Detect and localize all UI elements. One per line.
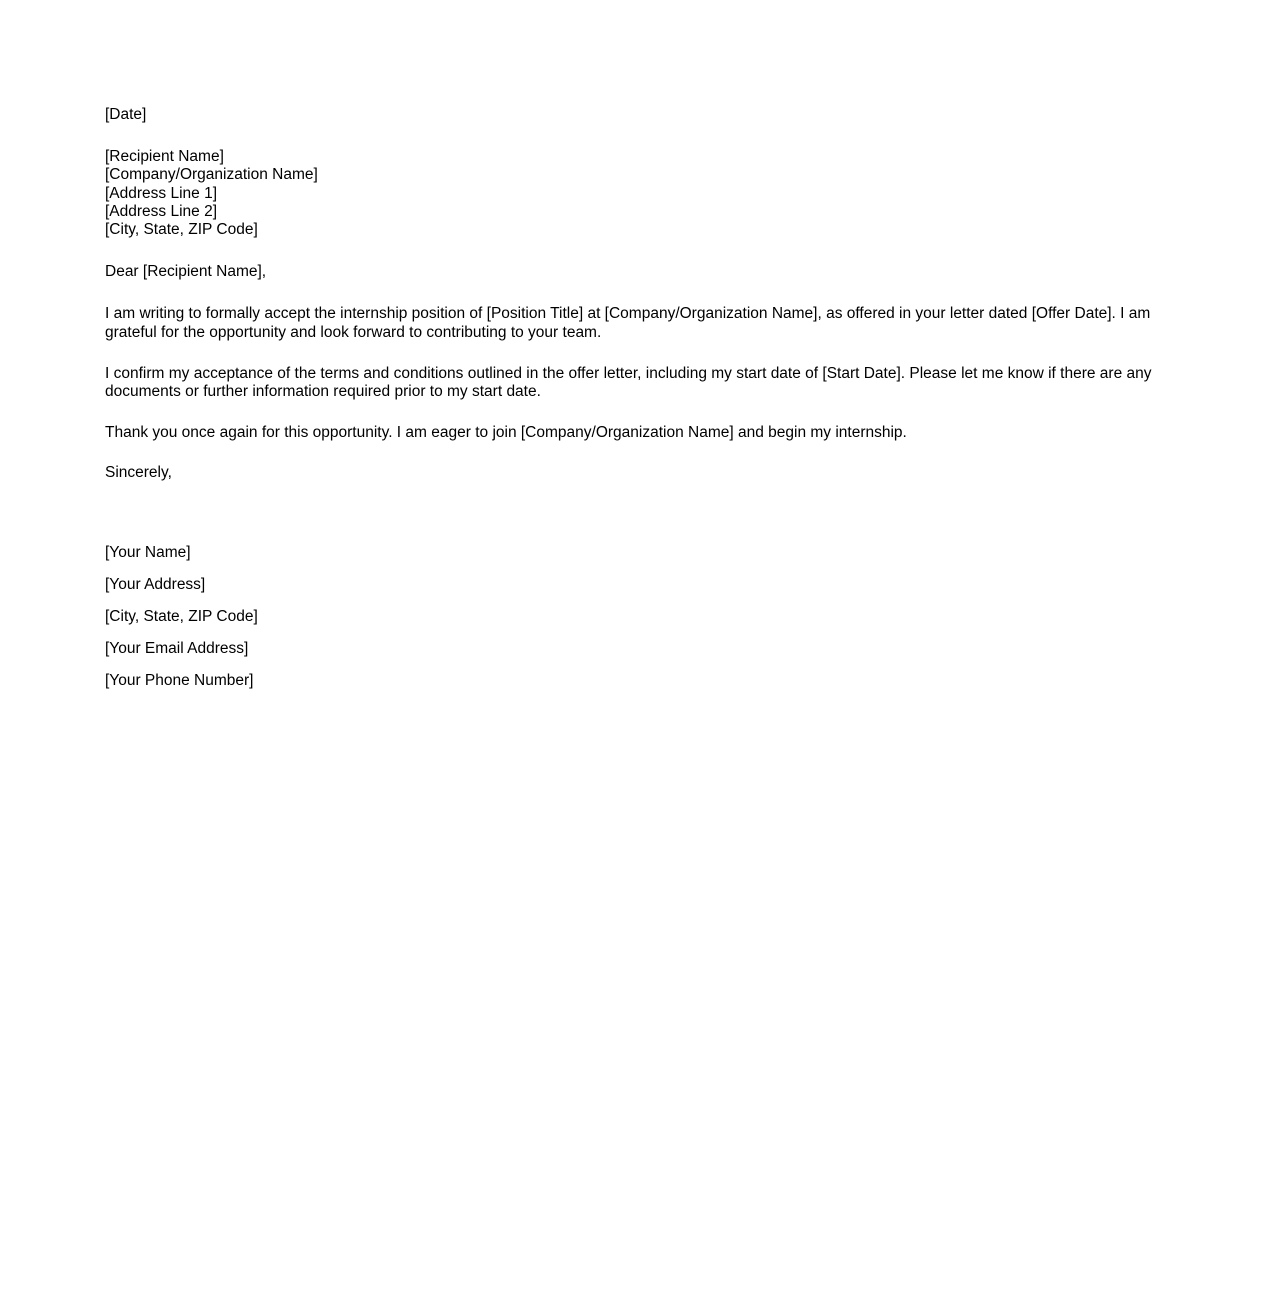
address-line: [City, State, ZIP Code]: [105, 221, 258, 239]
address-line: [Recipient Name]: [105, 148, 224, 166]
closing: Sincerely,: [105, 464, 172, 482]
signature-phone: [Your Phone Number]: [105, 671, 254, 689]
signature-block: [105, 537, 1163, 697]
body-paragraph-1: I am writing to formally accept the internship position of [Position Title] at [Company/Organization Name], as offered in your letter dated [Offer Date]. I am grateful for the opportunity and look forward to contributing to your team.: [105, 305, 1151, 342]
signature-city-state-zip: [City, State, ZIP Code]: [105, 607, 258, 625]
date-line: [Date]: [105, 106, 147, 123]
body-paragraph-2: I confirm my acceptance of the terms and conditions outlined in the offer letter, including my start date of [Start Date]. Please let me know if there are any documents or further information required prior to my start date.: [105, 364, 1152, 401]
address-line: [Address Line 1]: [105, 184, 218, 202]
address-line: [Address Line 2]: [105, 202, 218, 220]
body-paragraph-3: Thank you once again for this opportunity. I am eager to join [Company/Organization Name] and begin my internship.: [105, 423, 907, 441]
recipient-address-block: [105, 148, 1163, 239]
signature-name: [Your Name]: [105, 543, 191, 561]
letter-body: [105, 106, 1163, 697]
signature-space: [105, 483, 1163, 537]
signature-address: [Your Address]: [105, 575, 206, 593]
salutation: Dear [Recipient Name],: [105, 263, 267, 281]
address-line: [Company/Organization Name]: [105, 166, 318, 184]
signature-email: [Your Email Address]: [105, 639, 249, 657]
